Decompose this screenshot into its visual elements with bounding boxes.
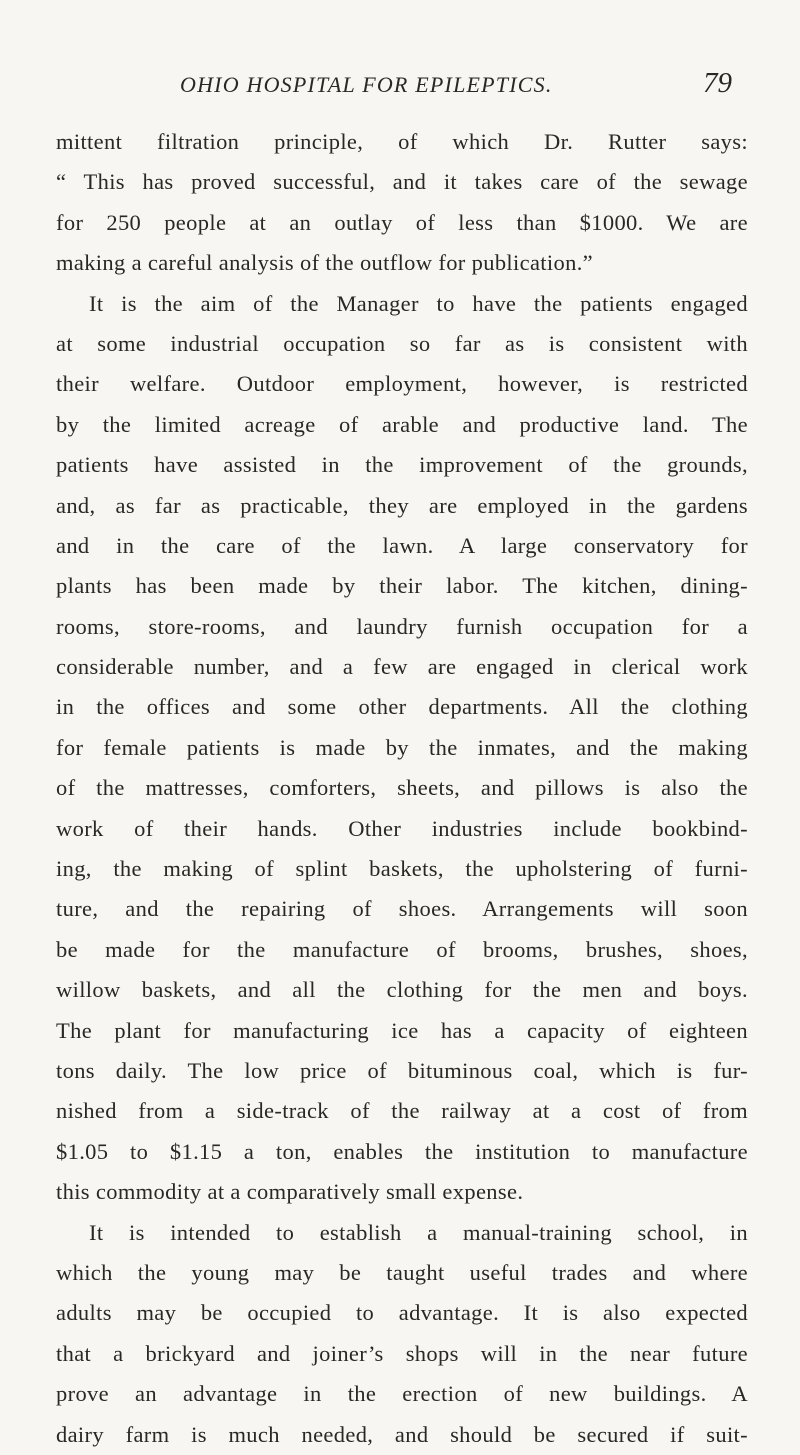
- text-line: plants has been made by their labor. The kitchen, dining-: [56, 573, 748, 599]
- text-line: rooms, store-rooms, and laundry furnish occupation for a: [56, 613, 748, 639]
- page-number: 79: [703, 67, 732, 99]
- text-line: and in the care of the lawn. A large conservatory for: [56, 532, 748, 558]
- text-line: patients have assisted in the improvement of the grounds,: [56, 452, 748, 478]
- text-line: It is the aim of the Manager to have the patients engaged: [89, 290, 748, 316]
- text-line: for 250 people at an outlay of less than $1000. We are: [56, 209, 748, 235]
- running-title: OHIO HOSPITAL FOR EPILEPTICS.: [180, 72, 553, 97]
- text-line: ture, and the repairing of shoes. Arrangements will soon: [56, 896, 748, 922]
- text-line: this commodity at a comparatively small expense.: [56, 1179, 524, 1205]
- text-line: making a careful analysis of the outflow for publication.”: [56, 250, 594, 276]
- text-line: be made for the manufacture of brooms, brushes, shoes,: [56, 936, 748, 962]
- text-line: in the offices and some other departments. All the clothing: [56, 694, 748, 720]
- text-line: which the young may be taught useful trades and where: [56, 1259, 748, 1285]
- text-line: that a brickyard and joiner’s shops will in the near future: [56, 1340, 748, 1366]
- page-header: [140, 67, 740, 112]
- text-line: nished from a side-track of the railway at a cost of from: [56, 1098, 748, 1124]
- text-line: for female patients is made by the inmates, and the making: [56, 734, 748, 760]
- text-line: their welfare. Outdoor employment, however, is restricted: [56, 371, 748, 397]
- text-line: willow baskets, and all the clothing for the men and boys.: [56, 977, 748, 1003]
- text-line: adults may be occupied to advantage. It is also expected: [56, 1300, 748, 1326]
- text-line: of the mattresses, comforters, sheets, and pillows is also the: [56, 775, 748, 801]
- text-line: dairy farm is much needed, and should be secured if suit-: [56, 1421, 748, 1447]
- body-text: [56, 122, 748, 1455]
- text-line: prove an advantage in the erection of new buildings. A: [56, 1381, 748, 1407]
- text-line: It is intended to establish a manual-training school, in: [89, 1219, 748, 1245]
- text-line: tons daily. The low price of bituminous coal, which is fur-: [56, 1057, 748, 1083]
- text-line: $1.05 to $1.15 a ton, enables the institution to manufacture: [56, 1138, 748, 1164]
- text-line: work of their hands. Other industries include bookbind-: [56, 815, 748, 841]
- text-line: considerable number, and a few are engaged in clerical work: [56, 654, 748, 680]
- text-line: ing, the making of splint baskets, the upholstering of furni-: [56, 856, 748, 882]
- text-line: by the limited acreage of arable and productive land. The: [56, 411, 748, 437]
- text-line: at some industrial occupation so far as is consistent with: [56, 330, 748, 356]
- text-line: “ This has proved successful, and it takes care of the sewage: [56, 169, 748, 195]
- text-line: and, as far as practicable, they are employed in the gardens: [56, 492, 748, 518]
- text-line: The plant for manufacturing ice has a capacity of eighteen: [56, 1017, 748, 1043]
- text-line: mittent filtration principle, of which Dr. Rutter says:: [56, 129, 748, 154]
